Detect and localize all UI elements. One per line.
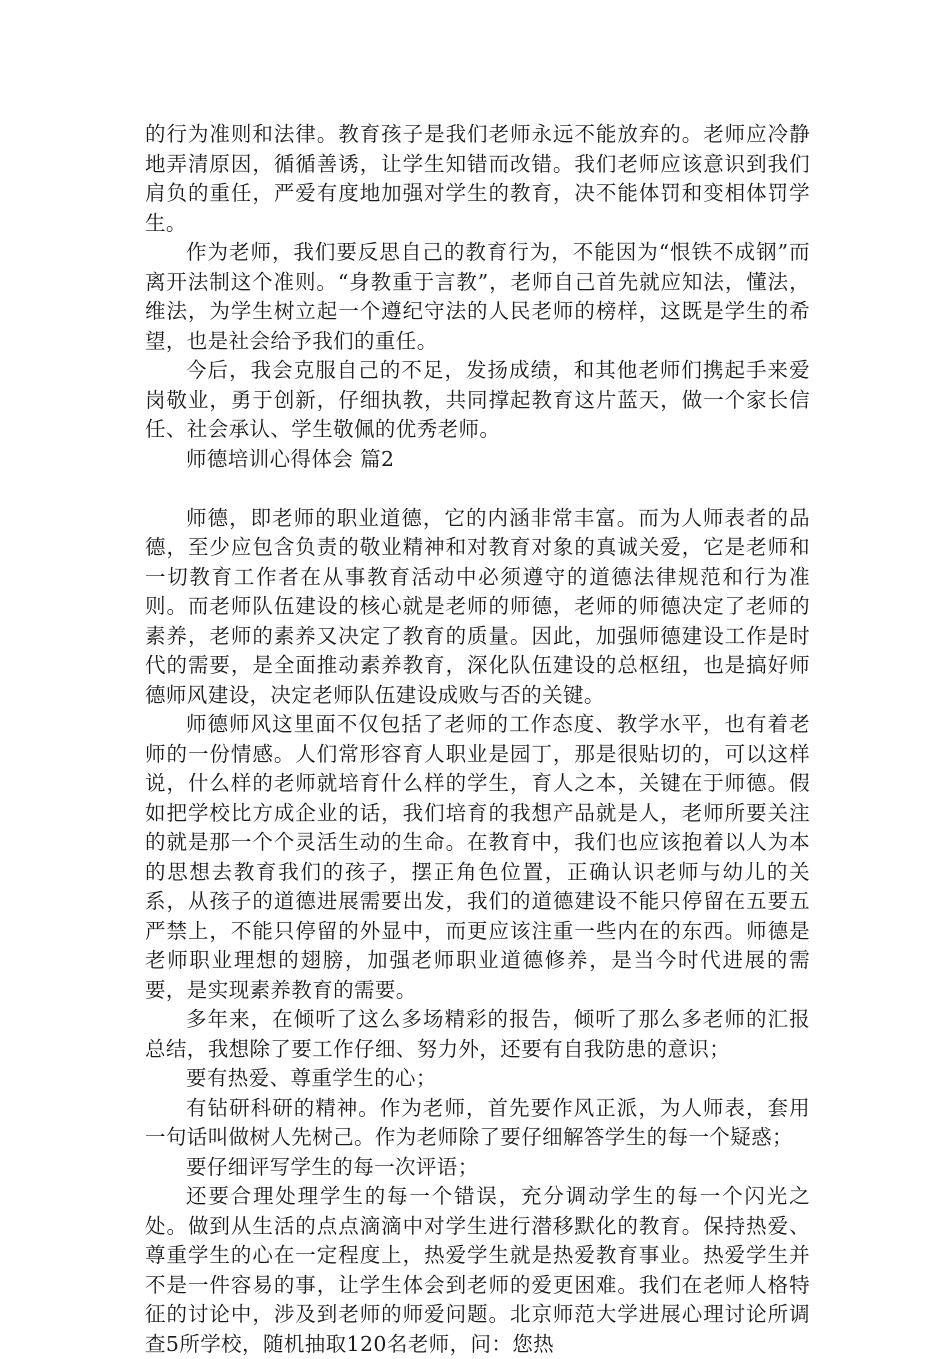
paragraph-3: 今后，我会克服自己的不足，发扬成绩，和其他老师们携起手来爱岗敬业，勇于创新，仔细执教，共同撑起教育这片蓝天，做一个家长信任、社会承认、学生敬佩的优秀老师。 <box>145 358 810 441</box>
paragraph-5: 师德师风这里面不仅包括了老师的工作态度、教学水平，也有着老师的一份情感。人们常形容育人职业是园丁，那是很贴切的，可以这样说，什么样的老师就培育什么样的学生，育人之本，关键在于师德。假如把学校比方成企业的话，我们培育的我想产品就是人，老师所要关注的就是那一个个灵活生动的生命。在教育中，我们也应该抱着以人为本的思想去教育我们的孩子，摆正角色位置，正确认识老师与幼儿的关系，从孩子的道德进展需要出发，我们的道德建设不能只停留在五要五严禁上，不能只停留的外显中，而更应该注重一些内在的东西。师德是老师职业理想的翅膀，加强老师职业道德修养，是当今时代进展的需要，是实现素养教育的需要。 <box>145 712 810 1002</box>
blank-line <box>145 474 810 504</box>
document-page <box>145 120 810 1359</box>
paragraph-2: 作为老师，我们要反思自己的教育行为，不能因为“恨铁不成钢”而离开法制这个准则。“身教重于言教”，老师自己首先就应知法，懂法，维法，为学生树立起一个遵纪守法的人民老师的榜样，这既是学生的希望，也是社会给予我们的重任。 <box>145 240 810 353</box>
paragraph-1: 的行为准则和法律。教育孩子是我们老师永远不能放弃的。老师应冷静地弄清原因，循循善诱，让学生知错而改错。我们老师应该意识到我们肩负的重任，严爱有度地加强对学生的教育，决不能体罚和变相体罚学生。 <box>145 122 810 235</box>
section-heading: 师德培训心得体会 篇2 <box>186 446 395 471</box>
paragraph-10: 还要合理处理学生的每一个错误，充分调动学生的每一个闪光之处。做到从生活的点点滴滴中对学生进行潜移默化的教育。保持热爱、尊重学生的心在一定程度上，热爱学生就是热爱教育事业。热爱学生并不是一件容易的事，让学生体会到老师的爱更困难。我们在老师人格特征的讨论中，涉及到老师的师爱问题。北京师范大学进展心理讨论所调查5所学校，随机抽取120名老师，问：您热 <box>145 1184 810 1356</box>
paragraph-8: 有钻研科研的精神。作为老师，首先要作风正派，为人师表，套用一句话叫做树人先树己。作为老师除了要仔细解答学生的每一个疑惑； <box>145 1095 810 1149</box>
paragraph-9: 要仔细评写学生的每一次评语； <box>186 1154 479 1179</box>
paragraph-6: 多年来，在倾听了这么多场精彩的报告，倾听了那么多老师的汇报总结，我想除了要工作仔细、努力外，还要有自我防患的意识； <box>145 1007 810 1061</box>
paragraph-7: 要有热爱、尊重学生的心； <box>186 1066 437 1090</box>
paragraph-4: 师德，即老师的职业道德，它的内涵非常丰富。而为人师表者的品德，至少应包含负责的敬业精神和对教育对象的真诚关爱，它是老师和一切教育工作者在从事教育活动中必须遵守的道德法律规范和行为准则。而老师队伍建设的核心就是老师的师德，老师的师德决定了老师的素养，老师的素养又决定了教育的质量。因此，加强师德建设工作是时代的需要，是全面推动素养教育，深化队伍建设的总枢纽，也是搞好师德师风建设，决定老师队伍建设成败与否的关键。 <box>145 505 810 707</box>
